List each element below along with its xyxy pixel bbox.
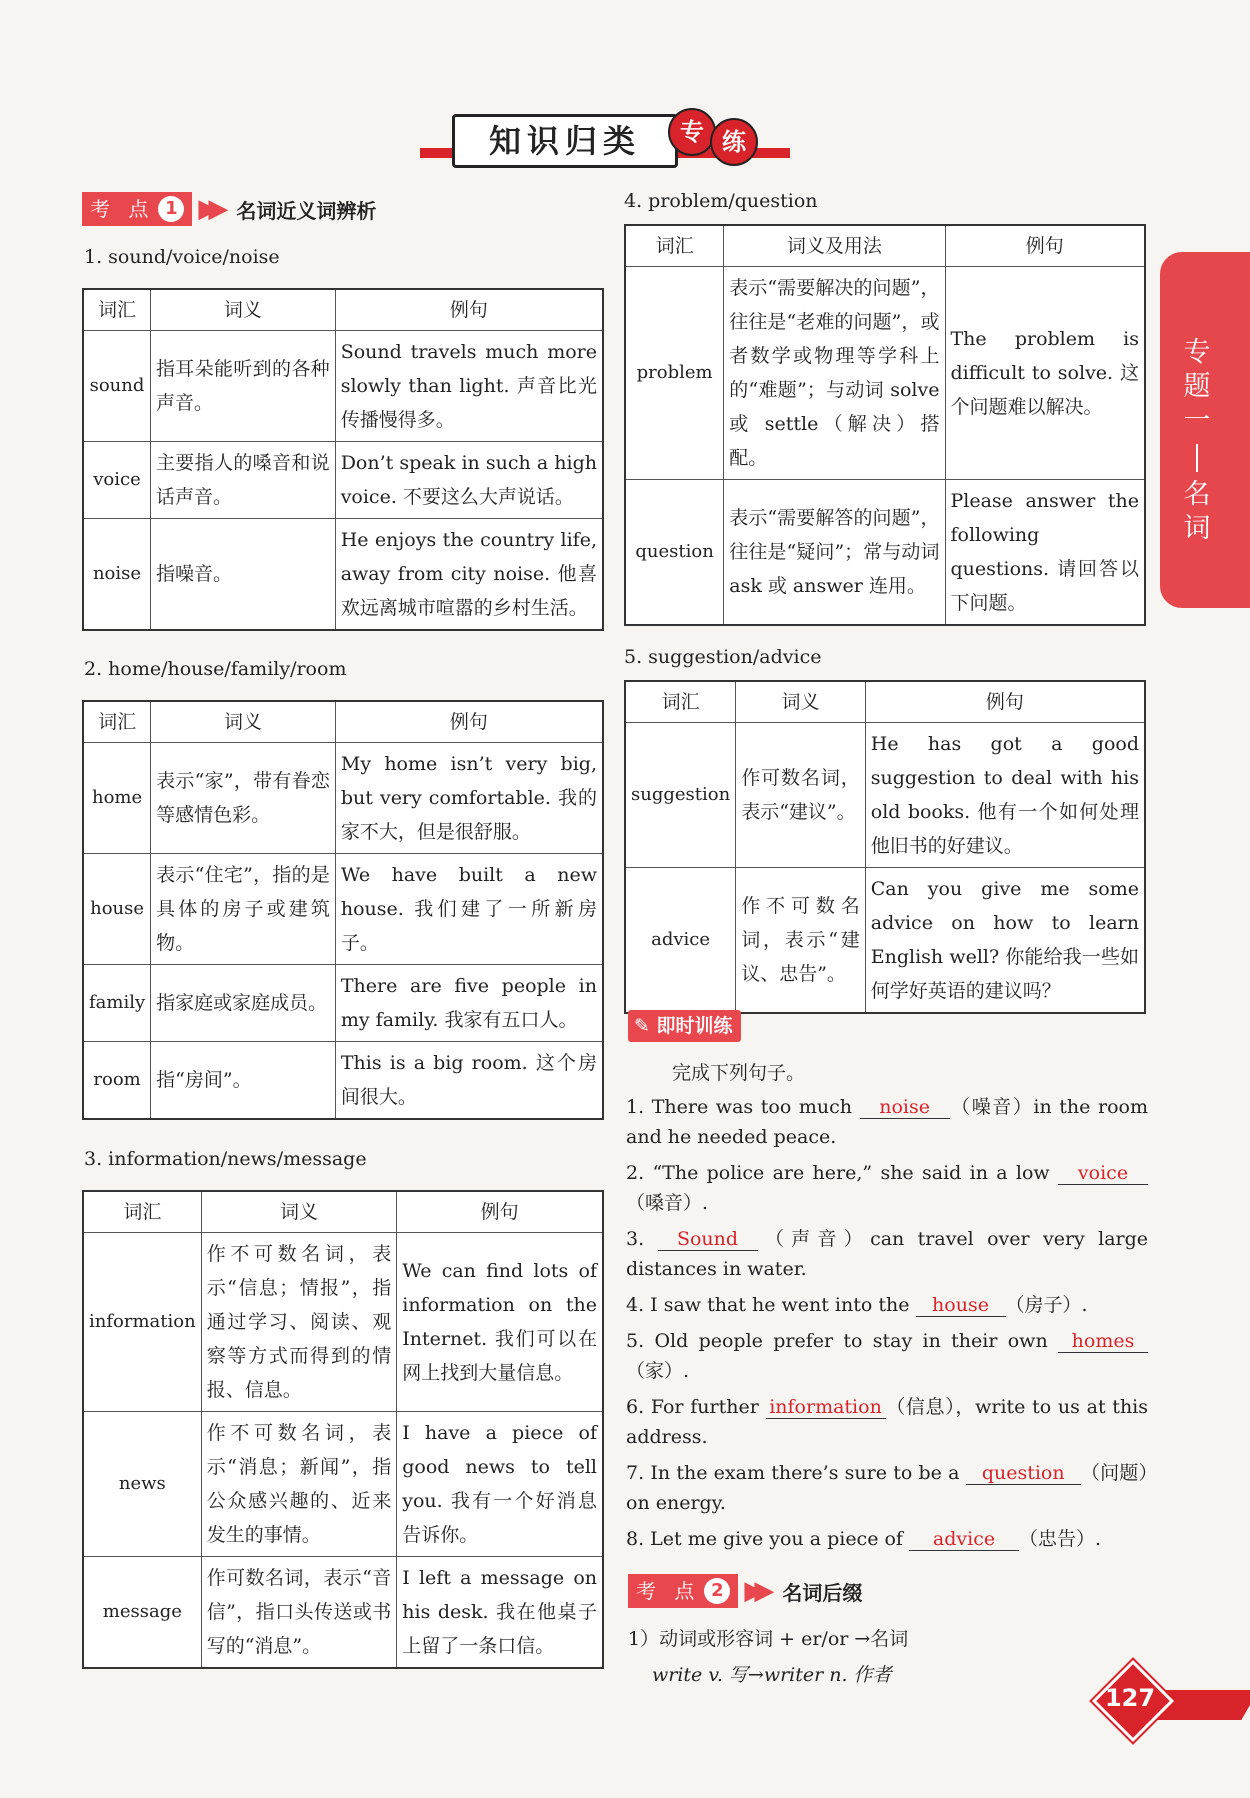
cell-example: He has got a good suggestion to deal with his old books. 他有一个如何处理他旧书的好建议。 xyxy=(865,723,1145,868)
page-number: 127 xyxy=(1104,1684,1156,1712)
section-5-title: 5. suggestion/advice xyxy=(624,646,822,668)
table-row xyxy=(83,1412,603,1557)
item-hint: （嗓音）. xyxy=(626,1192,709,1214)
cell-word: suggestion xyxy=(625,723,736,868)
table-row xyxy=(83,1557,603,1669)
cell-example: We have built a new house. 我们建了一所新房子。 xyxy=(335,854,603,965)
cell-example: Don’t speak in such a high voice. 不要这么大声说话。 xyxy=(335,442,603,519)
answer-blank[interactable]: information xyxy=(766,1396,886,1419)
cell-example: Can you give me some advice on how to learn English well? 你能给我一些如何学好英语的建议吗？ xyxy=(865,868,1145,1014)
section-2-title: 2. home/house/family/room xyxy=(84,658,347,680)
kaodian-2-header xyxy=(628,1574,862,1608)
suffix-example: write v. 写→writer n. 作者 xyxy=(652,1664,892,1686)
cell-word: news xyxy=(83,1412,201,1557)
cell-example: I have a piece of good news to tell you. 我有一个好消息告诉你。 xyxy=(397,1412,603,1557)
practice-item xyxy=(626,1158,1148,1218)
header-example: 例句 xyxy=(397,1191,603,1233)
header-meaning: 词义 xyxy=(736,681,866,723)
table-row xyxy=(625,723,1145,868)
header-meaning: 词义及用法 xyxy=(724,225,945,267)
table-information-news-message xyxy=(82,1190,604,1669)
cell-word: advice xyxy=(625,868,736,1014)
cell-word: house xyxy=(83,854,151,965)
header-word: 词汇 xyxy=(625,681,736,723)
header-word: 词汇 xyxy=(83,289,150,331)
table-home-house-family-room xyxy=(82,700,604,1120)
section-banner xyxy=(420,108,790,172)
cell-meaning: 表示“住宅”，指的是具体的房子或建筑物。 xyxy=(151,854,336,965)
cell-example: This is a big room. 这个房间很大。 xyxy=(335,1042,603,1120)
kaodian-title: 名词后缀 xyxy=(782,1580,863,1605)
side-tab-chapter: 专题一 xyxy=(1183,337,1211,436)
table-row xyxy=(625,267,1145,480)
header-example: 例句 xyxy=(335,289,603,331)
practice-instruction: 完成下列句子。 xyxy=(672,1062,806,1084)
cell-example: There are five people in my family. 我家有五口人。 xyxy=(335,965,603,1042)
table-suggestion-advice xyxy=(624,680,1146,1014)
page-number-badge xyxy=(1090,1670,1180,1734)
item-text: 5. Old people prefer to stay in their own xyxy=(626,1330,1058,1352)
cell-example: I left a message on his desk. 我在他桌子上留了一条口信。 xyxy=(397,1557,603,1669)
item-hint: （忠告）. xyxy=(1019,1528,1102,1550)
practice-item xyxy=(626,1224,1148,1284)
practice-item xyxy=(626,1458,1148,1518)
table-header-row xyxy=(625,225,1145,267)
table-problem-question xyxy=(624,224,1146,626)
header-example: 例句 xyxy=(335,701,603,743)
header-example: 例句 xyxy=(945,225,1145,267)
banner-title: 知识归类 xyxy=(452,114,678,168)
item-hint: （家）. xyxy=(626,1360,690,1382)
double-arrow-icon: ▶▶ xyxy=(744,1576,765,1606)
table-row xyxy=(83,519,603,631)
practice-item xyxy=(626,1290,1148,1320)
practice-item xyxy=(626,1392,1148,1452)
cell-word: sound xyxy=(83,331,150,442)
cell-word: message xyxy=(83,1557,201,1669)
kaodian-1-header xyxy=(82,192,376,226)
table-row xyxy=(83,743,603,854)
item-text: 1. There was too much xyxy=(626,1096,860,1118)
table-header-row xyxy=(625,681,1145,723)
item-text: 2. “The police are here,” she said in a low xyxy=(626,1162,1058,1184)
header-meaning: 词义 xyxy=(150,289,335,331)
kaodian-tag: 考 点 2 xyxy=(628,1574,738,1608)
table-sound-voice-noise xyxy=(82,288,604,631)
cell-meaning: 作可数名词，表示“音信”，指口头传送或书写的“消息”。 xyxy=(201,1557,397,1669)
answer-blank[interactable]: homes xyxy=(1058,1330,1148,1353)
cell-example: Please answer the following questions. 请回答以下问题。 xyxy=(945,480,1145,626)
cell-meaning: 表示“家”，带有眷恋等感情色彩。 xyxy=(151,743,336,854)
cell-meaning: 作可数名词，表示“建议”。 xyxy=(736,723,866,868)
item-hint: （问题）on energy. xyxy=(626,1462,1148,1514)
table-row xyxy=(83,1042,603,1120)
table-header-row xyxy=(83,1191,603,1233)
table-row xyxy=(83,442,603,519)
table-row xyxy=(625,868,1145,1014)
item-text: 7. In the exam there’s sure to be a xyxy=(626,1462,966,1484)
answer-blank[interactable]: Sound xyxy=(658,1228,758,1251)
cell-meaning: 作不可数名词，表示“建议、忠告”。 xyxy=(736,868,866,1014)
table-row xyxy=(625,480,1145,626)
header-word: 词汇 xyxy=(83,701,151,743)
kaodian-tag: 考 点 1 xyxy=(82,192,192,226)
cell-word: question xyxy=(625,480,724,626)
header-word: 词汇 xyxy=(625,225,724,267)
cell-meaning: 指家庭或家庭成员。 xyxy=(151,965,336,1042)
header-word: 词汇 xyxy=(83,1191,201,1233)
section-4-title: 4. problem/question xyxy=(624,190,818,212)
kaodian-number: 2 xyxy=(704,1578,730,1604)
item-text: 4. I saw that he went into the xyxy=(626,1294,916,1316)
cell-meaning: 指耳朵能听到的各种声音。 xyxy=(150,331,335,442)
cell-word: family xyxy=(83,965,151,1042)
cell-meaning: 作不可数名词，表示“消息；新闻”，指公众感兴趣的、近来发生的事情。 xyxy=(201,1412,397,1557)
cell-meaning: 表示“需要解决的问题”，往往是“老难的问题”，或者数学或物理等学科上的“难题”；与动词 solve 或 settle（解决）搭配。 xyxy=(724,267,945,480)
practice-list xyxy=(626,1092,1148,1560)
badge-char-1: 专 xyxy=(668,108,716,156)
cell-meaning: 指噪音。 xyxy=(150,519,335,631)
cell-example: We can find lots of information on the Internet. 我们可以在网上找到大量信息。 xyxy=(397,1233,603,1412)
cell-example: He enjoys the country life, away from city noise. 他喜欢远离城市喧嚣的乡村生活。 xyxy=(335,519,603,631)
cell-meaning: 主要指人的嗓音和说话声音。 xyxy=(150,442,335,519)
cell-meaning: 指“房间”。 xyxy=(151,1042,336,1120)
item-text: 6. For further xyxy=(626,1396,766,1418)
table-row xyxy=(83,1233,603,1412)
item-hint: （信息），write to us at this address. xyxy=(626,1396,1149,1448)
table-header-row xyxy=(83,701,603,743)
table-row xyxy=(83,331,603,442)
double-arrow-icon: ▶▶ xyxy=(198,194,219,224)
banner-badge xyxy=(668,108,768,168)
table-row xyxy=(83,854,603,965)
chapter-side-tab xyxy=(1160,252,1250,608)
answer-blank[interactable]: voice xyxy=(1058,1162,1148,1185)
answer-blank[interactable]: question xyxy=(966,1462,1081,1485)
section-1-title: 1. sound/voice/noise xyxy=(84,246,280,268)
cell-meaning: 表示“需要解答的问题”，往往是“疑问”；常与动词 ask 或 answer 连用。 xyxy=(724,480,945,626)
cell-example: The problem is difficult to solve. 这个问题难以解决。 xyxy=(945,267,1145,480)
side-tab-divider xyxy=(1196,444,1198,472)
item-text: 3. xyxy=(626,1228,658,1250)
side-tab-topic: 名词 xyxy=(1183,479,1211,544)
badge-char-2: 练 xyxy=(710,118,758,166)
practice-item xyxy=(626,1326,1148,1386)
cell-word: problem xyxy=(625,267,724,480)
cell-example: Sound travels much more slowly than light. 声音比光传播慢得多。 xyxy=(335,331,603,442)
cell-word: room xyxy=(83,1042,151,1120)
cell-word: information xyxy=(83,1233,201,1412)
cell-meaning: 作不可数名词，表示“信息；情报”，指通过学习、阅读、观察等方式而得到的情报、信息。 xyxy=(201,1233,397,1412)
item-hint: （噪音）in the room and he needed peace. xyxy=(626,1096,1148,1148)
answer-blank[interactable]: advice xyxy=(909,1528,1019,1551)
cell-word: voice xyxy=(83,442,150,519)
table-row xyxy=(83,965,603,1042)
section-3-title: 3. information/news/message xyxy=(84,1148,367,1170)
item-text: 8. Let me give you a piece of xyxy=(626,1528,909,1550)
item-hint: （房子）. xyxy=(1005,1294,1088,1316)
kaodian-title: 名词近义词辨析 xyxy=(236,198,377,223)
cell-example: My home isn’t very big, but very comfortable. 我的家不大，但是很舒服。 xyxy=(335,743,603,854)
cell-word: noise xyxy=(83,519,150,631)
practice-item xyxy=(626,1524,1148,1554)
header-meaning: 词义 xyxy=(201,1191,397,1233)
practice-label: ✎ 即时训练 xyxy=(628,1010,741,1042)
answer-blank[interactable]: noise xyxy=(860,1096,950,1119)
practice-item xyxy=(626,1092,1148,1152)
kaodian-number: 1 xyxy=(158,196,184,222)
cell-word: home xyxy=(83,743,151,854)
header-meaning: 词义 xyxy=(151,701,336,743)
header-example: 例句 xyxy=(865,681,1145,723)
item-hint: （声音）can travel over very large distances in water. xyxy=(626,1228,1149,1280)
answer-blank[interactable]: house xyxy=(916,1294,1006,1317)
suffix-rule: 1）动词或形容词 + er/or →名词 xyxy=(628,1628,909,1650)
table-header-row xyxy=(83,289,603,331)
